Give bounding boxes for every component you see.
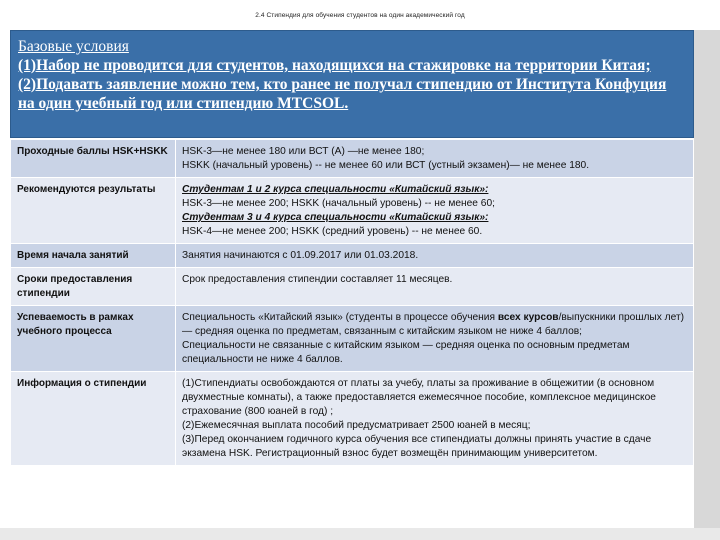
row-label-scholarship-info: Информация о стипендии — [11, 372, 176, 466]
scholarship-info-line: (2)Ежемесячная выплата пособий предусматривает 2500 юаней в месяц; — [182, 420, 531, 431]
basic-conditions-box — [10, 30, 694, 138]
recommended-line: HSK-4—не менее 200; HSKK (средний уровень) -- не менее 60. — [182, 226, 483, 237]
start-time-line: Занятия начинаются с 01.09.2017 или 01.03.2018. — [182, 250, 419, 261]
row-value-recommended-results — [176, 178, 694, 244]
performance-text: /выпускники прошлых лет) — средняя оценка по предметам, связанным с китайским языком не ниже 4 баллов; — [182, 312, 685, 337]
passing-score-line: HSKK (начальный уровень) -- не менее 60 или ВСТ (устный экзамен)— не менее 180. — [182, 160, 590, 171]
background-strip-bottom — [0, 528, 720, 540]
performance-text: Специальность «Китайский язык» (студенты в процессе обучения — [182, 312, 498, 323]
row-label-passing-scores: Проходные баллы HSK+HSKK — [11, 140, 176, 178]
basic-conditions-heading: Базовые условия — [18, 38, 129, 55]
table-row — [11, 306, 694, 372]
row-value-start-time — [176, 244, 694, 268]
performance-paragraph-2: Специальности не связанные с китайским языком — средняя оценка по основным предметам специальности не ниже 4 баллов. — [182, 340, 630, 365]
passing-score-line: HSK-3—не менее 180 или ВСТ (А) —не менее 180; — [182, 146, 425, 157]
row-value-passing-scores — [176, 140, 694, 178]
row-label-academic-performance: Успеваемость в рамках учебного процесса — [11, 306, 176, 372]
scholarship-info-line: (3)Перед окончанием годичного курса обучения все стипендиаты должны принять участие в сдаче экзамена HSK. Регистрационный взнос будет возмещён принимающим университетом. — [182, 434, 652, 459]
background-strip-right — [694, 30, 720, 540]
performance-emphasis: всех курсов — [497, 312, 559, 323]
scholarship-period-line: Срок предоставления стипендии составляет 11 месяцев. — [182, 274, 453, 285]
row-value-scholarship-info — [176, 372, 694, 466]
table-row — [11, 178, 694, 244]
recommended-subheading-1-2-course: Студентам 1 и 2 курса специальности «Китайский язык»: — [182, 184, 489, 195]
recommended-subheading-3-4-course: Студентам 3 и 4 курса специальности «Китайский язык»: — [182, 212, 489, 223]
table-row — [11, 244, 694, 268]
row-label-recommended-results: Рекомендуются результаты — [11, 178, 176, 244]
scholarship-table — [10, 139, 694, 466]
table-row — [11, 140, 694, 178]
table-row — [11, 372, 694, 466]
basic-condition-1: (1)Набор не проводится для студентов, находящихся на стажировке на территории Китая; — [18, 57, 651, 74]
basic-condition-2: (2)Подавать заявление можно тем, кто ранее не получал стипендию от Института Конфуция на один учебный год или стипендию MTCSOL. — [18, 76, 667, 112]
row-label-start-time: Время начала занятий — [11, 244, 176, 268]
performance-paragraph-1 — [182, 311, 687, 339]
row-value-scholarship-period — [176, 268, 694, 306]
recommended-line: HSK-3—не менее 200; HSKK (начальный уровень) -- не менее 60; — [182, 198, 495, 209]
row-label-scholarship-period: Сроки предоставления стипендии — [11, 268, 176, 306]
slide-title: 2.4 Стипендия для обучения студентов на один академический год — [255, 12, 465, 19]
row-value-academic-performance — [176, 306, 694, 372]
table-row — [11, 268, 694, 306]
scholarship-info-line: (1)Стипендиаты освобождаются от платы за учебу, платы за проживание в общежитии (в основном двухместные комнаты), а также предоставляется ежемесячное пособие, комплексное медицинское страхование (800 юаней в год) ; — [182, 378, 656, 417]
